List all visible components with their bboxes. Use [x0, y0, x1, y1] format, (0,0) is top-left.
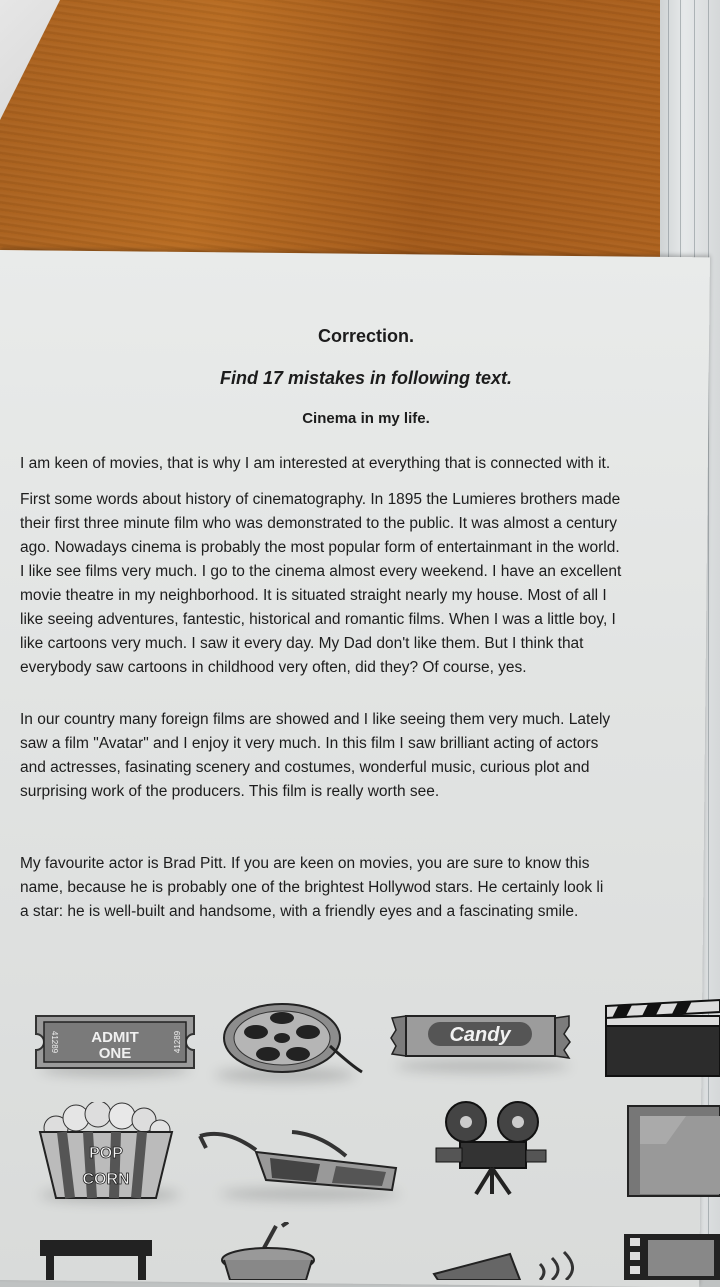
soda-cup-icon	[216, 1222, 326, 1280]
text-line: movie theatre in my neighborhood. It is situated straight nearly my house. Most of all I	[20, 587, 607, 604]
text-line: I like see films very much. I go to the cinema almost every weekend. I have an excellent	[20, 563, 622, 580]
text-line: I am keen of movies, that is why I am interested at everything that is connected with it.	[20, 455, 611, 472]
text-line: ago. Nowadays cinema is probably the most popular form of entertainmant in the world.	[20, 539, 620, 556]
door-icon	[626, 1104, 720, 1198]
paragraph-4	[20, 708, 720, 804]
movie-projector-icon	[432, 1100, 562, 1196]
paragraph-2	[20, 488, 720, 560]
text-line: name, because he is probably one of the brightest Hollywod stars. He certainly look li	[20, 879, 604, 896]
3d-glasses-icon	[196, 1128, 402, 1194]
flashlight-icon	[430, 1244, 580, 1280]
wood-grain	[0, 0, 720, 260]
film-strip-icon	[622, 1232, 720, 1280]
text-title: Cinema in my life.	[302, 410, 430, 427]
text-line: like seeing adventures, fantestic, historical and romantic films. When I was a little boy, I	[20, 611, 616, 628]
popcorn-icon	[36, 1102, 176, 1200]
text-line: and actresses, fasinating scenery and costumes, wonderful music, curious plot and	[20, 759, 590, 776]
ticket-serial-left: 41289	[50, 1030, 59, 1054]
text-line: their first three minute film who was demonstrated to the public. It was almost a century	[20, 515, 618, 532]
ticket-text-bottom: ONE	[98, 1045, 132, 1062]
text-line: In our country many foreign films are showed and I like seeing them very much. Lately	[20, 711, 611, 728]
text-line: a star: he is well-built and handsome, with a friendly eyes and a fascinating smile.	[20, 903, 579, 920]
worksheet-title: Correction.	[317, 326, 414, 346]
ticket-text-top: ADMIT	[91, 1029, 139, 1046]
paragraph-3	[20, 560, 720, 680]
paragraph-5	[20, 852, 720, 924]
text-line: like cartoons very much. I saw it every day. My Dad don't like them. But I think that	[20, 635, 584, 652]
text-line: everybody saw cartoons in childhood very often, did they? Of course, yes.	[20, 659, 527, 676]
text-line: surprising work of the producers. This film is really worth see.	[20, 783, 440, 800]
ticket-serial-right: 41289	[173, 1030, 182, 1054]
ticket-icon	[30, 1012, 200, 1072]
clapperboard-icon	[598, 998, 720, 1078]
popcorn-label-bottom: CORN	[82, 1171, 130, 1188]
candy-bar-icon	[388, 1010, 573, 1062]
text-line: saw a film "Avatar" and I enjoy it very much. In this film I saw brilliant acting of actors	[20, 735, 599, 752]
text-line: First some words about history of cinematography. In 1895 the Lumieres brothers made	[20, 491, 621, 508]
directors-chair-icon	[36, 1236, 156, 1280]
candy-label: Candy	[449, 1024, 511, 1046]
film-reel-icon	[212, 1002, 372, 1080]
worksheet-instruction: Find 17 mistakes in following text.	[219, 368, 513, 388]
text-line: My favourite actor is Brad Pitt. If you are keen on movies, you are sure to know this	[20, 855, 590, 872]
popcorn-label-top: POP	[89, 1145, 123, 1162]
paragraph-1	[20, 452, 720, 476]
